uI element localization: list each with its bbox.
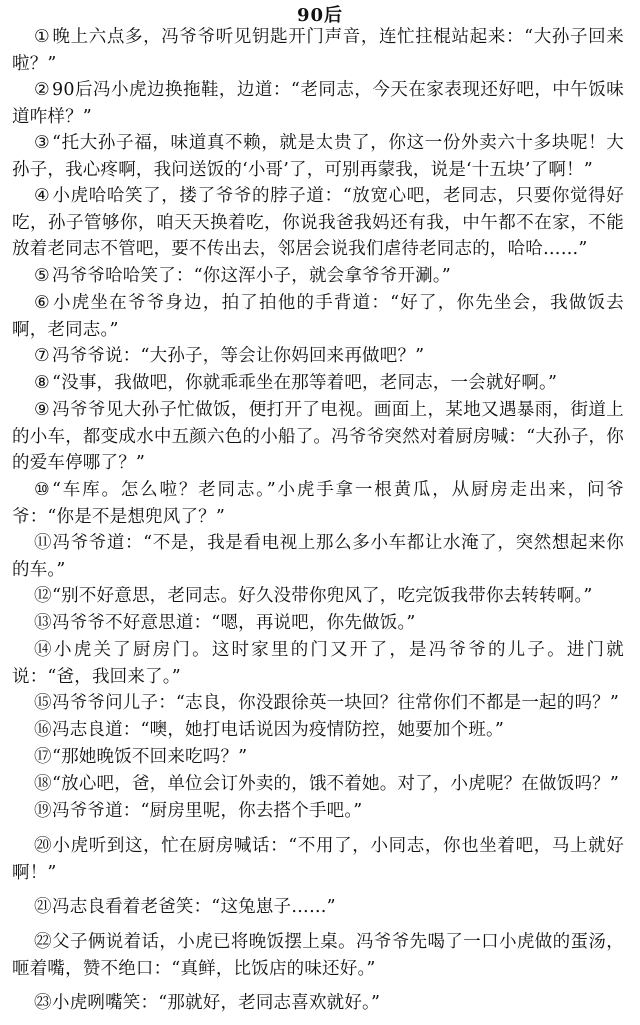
paragraph-22 [12,929,624,982]
paragraph-text: 小虎听到这，忙在厨房喊话：“不用了，小同志，你也坐着吧，马上就好啊！” [12,836,624,883]
paragraph-text: 小虎坐在爷爷身边，拍了拍他的手背道：“好了，你先坐会，我做饭去啊，老同志。” [12,293,624,340]
paragraph-number: ⑫ [34,586,52,606]
paragraph-number: ③ [34,133,50,153]
paragraph-5 [12,263,624,290]
paragraph-text: “托大孙子福，味道真不赖，就是太贵了，你这一份外卖六十多块呢！大孙子，我心疼啊，我问送饭的‘小哥’了，可别再蒙我，说是‘十五块’了啊！” [12,133,624,180]
paragraph-number: ⑲ [34,801,52,821]
paragraph-7 [12,343,624,370]
paragraph-text: 冯志良看着老爸笑：“这兔崽子……” [52,897,336,917]
paragraph-20 [12,833,624,886]
paragraph-8 [12,370,624,397]
paragraph-9 [12,397,624,477]
paragraph-text: 冯爷爷道：“不是，我是看电视上那么多小车都让水淹了，突然想起来你的车。” [12,533,624,580]
paragraph-11 [12,530,624,583]
document-title: 90后 [296,5,344,26]
paragraph-23 [12,990,624,1017]
paragraph-number: ⑨ [34,400,50,420]
paragraph-number: ⑧ [34,373,50,393]
paragraph-4 [12,183,624,263]
paragraph-number: ④ [34,186,50,206]
paragraph-text: “车库。怎么啦？老同志。”小虎手拿一根黄瓜，从厨房走出来，问爷爷：“你是不是想兜风了？” [12,480,624,527]
paragraph-text: 冯爷爷不好意思道：“嗯，再说吧，你先做饭。” [52,613,416,633]
paragraph-19 [12,798,624,825]
paragraph-text: 小虎咧嘴笑：“那就好，老同志喜欢就好。” [52,993,381,1013]
paragraph-text: 90后冯小虎边换拖鞋，边道：“老同志，今天在家表现还好吧，中午饭味道咋样？” [12,80,624,127]
paragraph-text: “放心吧，爸，单位会订外卖的，饿不着她。对了，小虎呢？在做饭吗？” [52,774,619,794]
paragraph-number: ⑥ [34,293,50,313]
paragraph-text: 晚上六点多，冯爷爷听见钥匙开门声音，连忙拄棍站起来：“大孙子回来啦？” [12,27,624,74]
paragraph-text: 冯爷爷哈哈笑了：“你这浑小子，就会拿爷爷开涮。” [52,266,451,286]
paragraph-number: ㉑ [34,897,52,917]
paragraph-12 [12,583,624,610]
paragraph-3 [12,130,624,183]
paragraph-number: ㉒ [34,932,52,952]
paragraph-number: ⑰ [34,747,52,767]
paragraph-15 [12,690,624,717]
paragraph-number: ㉓ [34,993,52,1013]
paragraph-text: 父子俩说着话，小虎已将晚饭摆上桌。冯爷爷先喝了一口小虎做的蛋汤，咂着嘴，赞不绝口：“真鲜，比饭店的味还好。” [12,932,624,979]
paragraph-1 [12,24,624,77]
paragraph-number: ⑯ [34,720,52,740]
paragraph-text: “别不好意思，老同志。好久没带你兜风了，吃完饭我带你去转转啊。” [52,586,593,606]
paragraph-number: ⑭ [34,640,52,660]
paragraph-13 [12,610,624,637]
paragraph-16 [12,717,624,744]
paragraph-2 [12,77,624,130]
paragraph-number: ⑪ [34,533,52,553]
paragraph-number: ⑬ [34,613,52,633]
paragraph-text: 小虎关了厨房门。这时家里的门又开了，是冯爷爷的儿子。进门就说：“爸，我回来了。” [12,640,624,687]
paragraph-number: ⑱ [34,774,52,794]
paragraph-number: ② [34,80,50,100]
paragraph-text: 冯爷爷见大孙子忙做饭，便打开了电视。画面上，某地又遇暴雨，街道上的小车，都变成水中五颜六色的小船了。冯爷爷突然对着厨房喊：“大孙子，你的爱车停哪了？” [12,400,624,474]
paragraph-14 [12,637,624,690]
paragraph-text: 冯爷爷说：“大孙子，等会让你妈回来再做吧？” [52,346,425,366]
paragraph-number: ⑩ [34,480,50,500]
paragraph-text: 冯爷爷问儿子：“志良，你没跟徐英一块回？往常你们不都是一起的吗？” [52,693,619,713]
paragraph-6 [12,290,624,343]
paragraph-21 [12,894,624,921]
paragraph-number: ⑦ [34,346,50,366]
paragraph-18 [12,771,624,798]
paragraph-number: ⑤ [34,266,50,286]
paragraph-10 [12,477,624,530]
paragraph-text: “那她晚饭不回来吃吗？” [52,747,248,767]
paragraph-number: ⑮ [34,693,52,713]
paragraph-17 [12,744,624,771]
paragraph-text: 冯志良道：“噢，她打电话说因为疫情防控，她要加个班。” [52,720,505,740]
paragraph-number: ① [34,27,50,47]
paragraph-text: 冯爷爷道：“厨房里呢，你去搭个手吧。” [52,801,363,821]
paragraph-text: 小虎哈哈笑了，搂了爷爷的脖子道：“放宽心吧，老同志，只要你觉得好吃，孙子管够你，咱天天换着吃，你说我爸我妈还有我，中午都不在家，不能放着老同志不管吧，要不传出去，邻居会说我们虐待老同志的，哈哈……” [12,186,624,260]
paragraph-text: “没事，我做吧，你就乖乖坐在那等着吧，老同志，一会就好啊。” [52,373,558,393]
paragraph-number: ⑳ [34,836,52,856]
